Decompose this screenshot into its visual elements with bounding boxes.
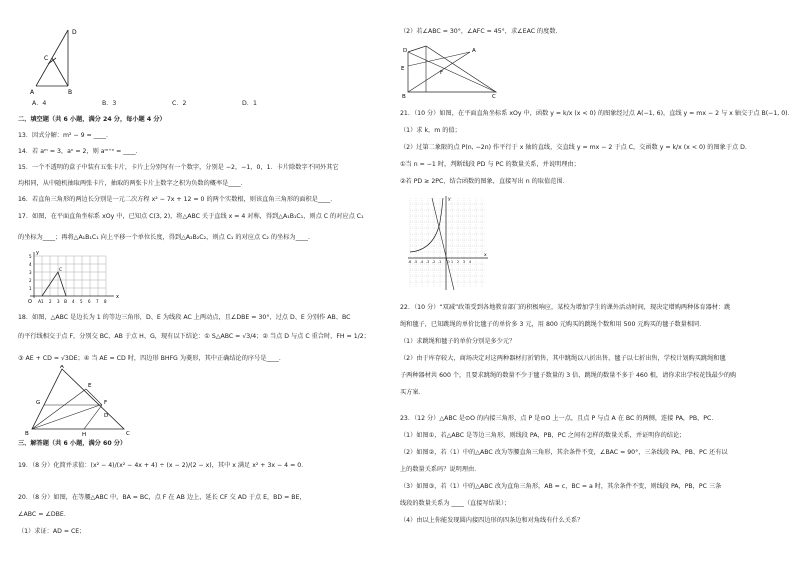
label-d: D bbox=[104, 413, 109, 419]
x-tick-minus3: -3 bbox=[426, 260, 430, 264]
x-tick-minus5: -5 bbox=[414, 260, 418, 264]
hyperbola-grid-figure bbox=[406, 194, 490, 294]
label-d: D bbox=[72, 29, 77, 36]
x-tick-7: 7 bbox=[96, 299, 99, 304]
label-a: A bbox=[472, 48, 476, 54]
question-17-line1: 17．如图，在平面直角坐标系 xOy 中，已知点 C(3, 2)，将△ABC 关于直线 x = 4 对称，得到△A₁B₁C₁，则点 C 的对应点 C₁ bbox=[18, 213, 364, 220]
quadrilateral-figure-q20 bbox=[400, 42, 500, 98]
question-21-line1: 21．（10 分）如图，在平面直角坐标系 xOy 中，函数 y = k/x (x < 0) 的图象经过点 A(−1, 6)，直线 y = mx − 2 与 x 轴交于点 B(−1, 0)． bbox=[400, 110, 794, 117]
question-21-part2-1: ①当 n = −1 时，判断线段 PD 与 PC 的数量关系，并说明理由； bbox=[400, 161, 580, 168]
x-tick-8: 8 bbox=[104, 299, 107, 304]
question-21-part2-2: ②若 PD ≥ 2PC，结合函数的图象，直接写出 n 的取值范围． bbox=[400, 178, 569, 185]
y-tick-3: 3 bbox=[29, 270, 32, 275]
question-20-line2: ∠ABC = ∠DBE． bbox=[18, 511, 71, 518]
x-tick-minus2: -2 bbox=[432, 260, 436, 264]
question-23-part2-line1: （2）如图②，若（1）中的△ABC 改为等腰直角三角形，其余条件不变，∠BAC = 90°，三条线段 PA、PB、PC 还有以 bbox=[400, 449, 728, 456]
x-tick-1: 1 bbox=[451, 260, 454, 264]
grid-figure-q17 bbox=[24, 250, 144, 306]
x-tick-4: 4 bbox=[72, 299, 75, 304]
point-c-label: C bbox=[59, 268, 63, 273]
label-c: C bbox=[126, 431, 130, 437]
x-tick-3: 3 bbox=[463, 260, 466, 264]
question-22-line2: 绳和毽子，已知跳绳的单价比毽子的单价多 3 元，用 800 元购买的跳绳个数和用 500 元购买的毽子数量相同． bbox=[400, 321, 706, 328]
choice-c: C．2 bbox=[172, 100, 187, 107]
question-21-part2: （2）过第二象限的点 P(n, −2n) 作平行于 x 轴的直线，交直线 y = mx − 2 于点 C，交函数 y = k/x (x < 0) 的图象于点 D． bbox=[400, 144, 752, 151]
y-tick-5: 5 bbox=[29, 254, 32, 259]
axis-x-label: x bbox=[116, 294, 119, 300]
question-13: 13．因式分解：m² − 9 = ____． bbox=[18, 132, 113, 139]
point-b-label: B bbox=[64, 300, 68, 305]
question-23-line1: 23．（12 分）△ABC 是⊙O 的内接三角形，点 P 是⊙O 上一点，且点 P 与点 A 在 BC 的两侧，连接 PA，PB，PC． bbox=[400, 415, 718, 422]
y-tick-2: 2 bbox=[29, 278, 32, 283]
label-b: B bbox=[402, 94, 406, 98]
question-22-part2-line2: 子两种器材共 600 个，且要求跳绳的数量不少于毽子数量的 3 倍，跳绳的数量不多于 460 根，请你求出学校花钱最少的购 bbox=[400, 372, 737, 379]
label-c: C bbox=[44, 55, 49, 62]
axis-y-label: y bbox=[36, 250, 39, 256]
label-h: H bbox=[82, 432, 87, 437]
question-18-line2: 的平行线相交于点 F，分别交 BC、AB 于点 H、G，现有以下结论：① S△ABC = √3/4；② 当点 D 与点 C 重合时，FH = 1/2； bbox=[18, 333, 370, 340]
question-15-line2: 均相同，从中随机抽取两张卡片，抽取的两张卡片上数字之积为负数的概率是____． bbox=[18, 180, 247, 187]
x-tick-3: 3 bbox=[57, 299, 60, 304]
label-d: D bbox=[403, 48, 408, 54]
x-tick-6: 6 bbox=[88, 299, 91, 304]
question-22-part1: （1）求跳绳和毽子的单价分别是多少元？ bbox=[400, 338, 516, 345]
label-e: E bbox=[401, 66, 405, 72]
label-b: B bbox=[68, 89, 73, 96]
question-22-part2-line3: 买方案． bbox=[400, 389, 425, 396]
x-tick-5: 5 bbox=[80, 299, 83, 304]
question-20-part1: （1）求证：AD = CE； bbox=[18, 528, 86, 535]
x-tick-4: 4 bbox=[469, 260, 472, 264]
question-23-part3-line1: （3）如图③，若（1）中的△ABC 改为直角三角形，AB = c，BC = a 时，其余条件不变，则线段 PA，PB，PC 三条 bbox=[400, 483, 722, 490]
choice-d: D．1 bbox=[242, 100, 257, 107]
y-tick-4: 4 bbox=[29, 262, 32, 267]
section-2-heading: 二、填空题（共 6 小题，满分 24 分，每小题 4 分） bbox=[18, 116, 166, 123]
question-14: 14．若 aᵐ = 3，aⁿ = 2，则 aᵐ⁺ⁿ = ____． bbox=[18, 148, 142, 155]
question-23-part4: （4）由以上你能发现圆内接四边形的四条边和对角线有什么关系？ bbox=[400, 517, 584, 524]
label-e: E bbox=[88, 383, 92, 389]
point-a-label: A bbox=[38, 300, 42, 305]
y-tick-1: 1 bbox=[29, 286, 32, 291]
label-b: B bbox=[25, 431, 29, 437]
question-18-line1: 18．如图，△ABC 是边长为 1 的等边三角形，D、E 为线段 AC 上两动点，且∠DBE = 30°，过点 D、E 分别作 AB、BC bbox=[18, 314, 351, 321]
x-tick-minus6: -6 bbox=[408, 260, 412, 264]
question-23-part2-line2: 上的数量关系吗？说明理由． bbox=[400, 466, 481, 473]
question-23-part3-line2: 线段的数量关系为 ____（直接写结果）； bbox=[400, 500, 511, 507]
choice-b: B．3 bbox=[102, 100, 117, 107]
question-18-line3: ③ AE + CD = √3DE；④ 当 AE = CD 时，四边形 BHFG 为菱形，其中正确结论的序号是____． bbox=[18, 355, 286, 362]
question-22-part2-line1: （2）由于库存较大，商场决定对这两种器材打折销售，其中跳绳以八折出售，毽子以七折出售，学校计划购买跳绳和毽 bbox=[400, 355, 726, 362]
right-column bbox=[400, 0, 794, 562]
axis-x-label: x bbox=[484, 253, 487, 258]
label-f: F bbox=[440, 70, 444, 76]
label-a: A bbox=[30, 89, 35, 96]
triangle-figure-q18 bbox=[24, 365, 134, 437]
x-tick-1: 1 bbox=[41, 299, 44, 304]
left-column bbox=[18, 0, 403, 562]
question-19: 19．（8 分）化简并求值：(x² − 4)/(x² − 4x + 4) ÷ (x − 2)/(2 − x)，其中 x 满足 x² + 3x − 4 = 0． bbox=[18, 462, 308, 469]
origin-label: O bbox=[447, 260, 450, 264]
label-f: F bbox=[104, 400, 108, 406]
triangle-figure-q12 bbox=[28, 26, 88, 96]
question-16: 16．若直角三角形的两边长分别是一元二次方程 x² − 7x + 12 = 0 的两个实数根，则该直角三角形的面积是____． bbox=[18, 196, 337, 203]
origin-label: O bbox=[28, 299, 32, 305]
x-tick-2: 2 bbox=[49, 299, 52, 304]
label-a: A bbox=[60, 365, 64, 370]
x-tick-minus1: -1 bbox=[438, 260, 442, 264]
question-21-part1: （1）求 k，m 的值； bbox=[400, 127, 461, 134]
section-3-heading: 三、解答题（共 6 小题，满分 60 分） bbox=[18, 440, 127, 447]
axis-y-label: y bbox=[448, 197, 451, 202]
question-15-line1: 15．一个不透明的盒子中装有五张卡片，卡片上分别写有一个数字，分别是 −2，−1，0，1．卡片除数字不同外其它 bbox=[18, 164, 339, 171]
x-tick-2: 2 bbox=[457, 260, 460, 264]
x-tick-minus4: -4 bbox=[420, 260, 424, 264]
label-c: C bbox=[492, 94, 496, 98]
question-20-part2: （2）若∠ABC = 30°，∠AFC = 45°，求∠EAC 的度数． bbox=[400, 28, 562, 35]
question-20-line1: 20．（8 分）如图，在等腰△ABC 中，BA = BC，点 F 在 AB 边上，延长 CF 交 AD 于点 E，BD = BE， bbox=[18, 494, 306, 501]
label-g: G bbox=[36, 400, 41, 406]
choice-a: A．4 bbox=[32, 100, 47, 107]
question-23-part1: （1）如图①，若△ABC 是等边三角形，则线段 PA，PB，PC 之间有怎样的数量关系，并证明你的结论； bbox=[400, 432, 686, 439]
question-17-line2: 的坐标为____；再将△A₁B₁C₁ 向上平移一个单位长度，得到△A₂B₂C₂，则点 C₁ 的对应点 C₂ 的坐标为____． bbox=[18, 234, 315, 241]
question-22-line1: 22．（10 分）“双减”政策受到各地教育部门的积极响应，某校为增加学生的课外活动时间，现决定增购两种体育器材：跳 bbox=[400, 304, 731, 311]
